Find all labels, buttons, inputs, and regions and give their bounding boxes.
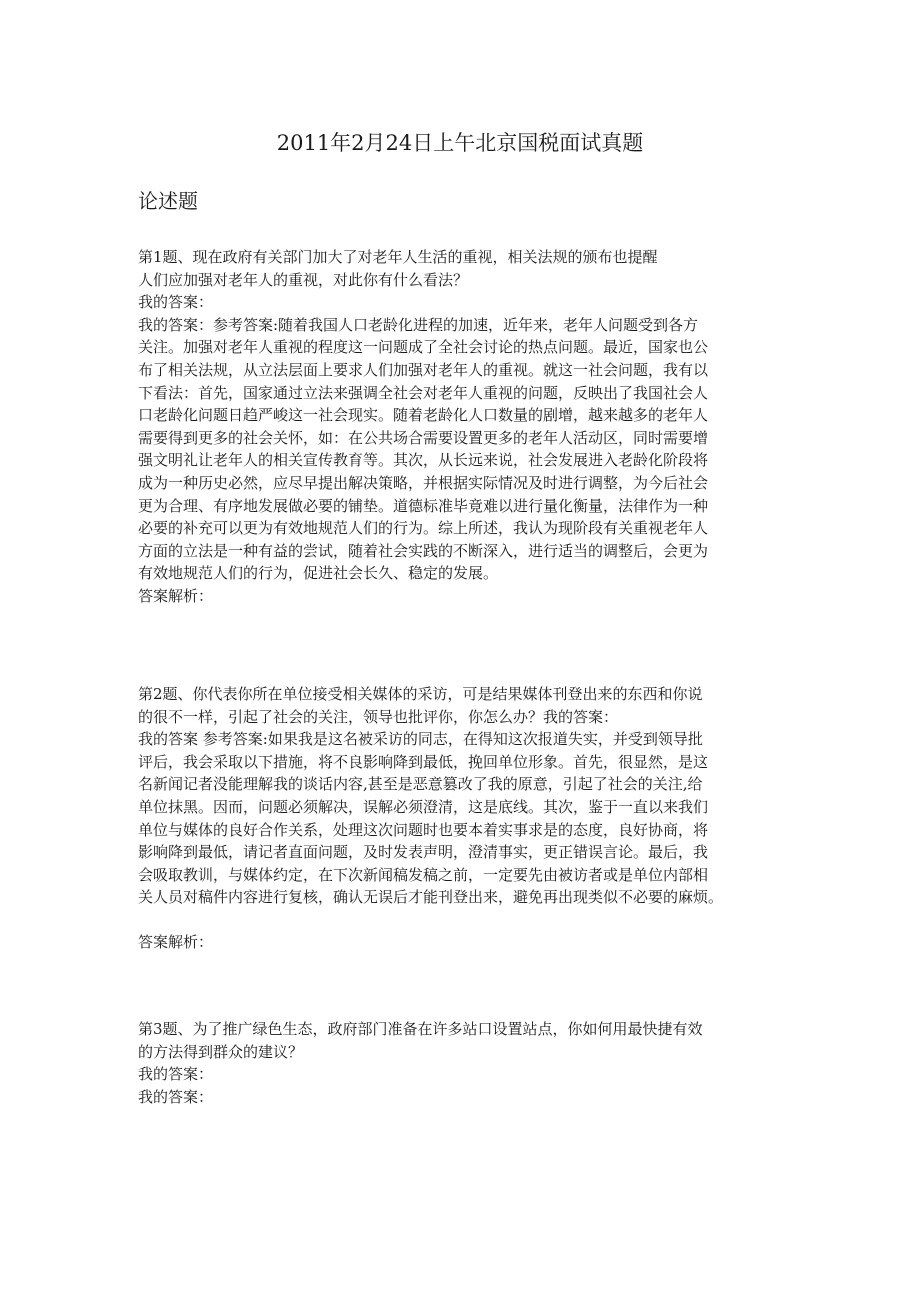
question-1-answer-line: 强文明礼让老年人的相关宣传教育等。其次，从长远来说，社会发展进入老龄化阶段将: [138, 451, 709, 470]
question-2-answer-line: 我的答案 参考答案:如果我是这名被采访的同志，在得知这次报道失实，并受到领导批: [138, 730, 703, 749]
question-3-text-line: 第3题、为了推广绿色生态，政府部门准备在许多站口设置站点，你如何用最快捷有效: [138, 1020, 703, 1038]
question-1-answer-line: 成为一种历史必然，应尽早提出解决策略，并根据实际情况及时进行调整，为今后社会: [138, 473, 709, 492]
question-1-answer-line: 有效地规范人们的行为，促进社会长久、稳定的发展。: [138, 564, 499, 583]
question-1: [138, 246, 708, 608]
question-2-answer-line: 影响降到最低，请记者直面问题，及时发表声明，澄清事实，更正错误言论。最后，我: [138, 843, 709, 862]
question-2-text-line: 的很不一样，引起了社会的关注，领导也批评你，你怎么办？我的答案：: [138, 707, 619, 726]
question-3-my-answer-label: 我的答案：: [138, 1065, 214, 1084]
question-3-answer-line: 我的答案：: [138, 1087, 214, 1106]
question-2-answer-line: 单位与媒体的良好合作关系，处理这次问题时也要本着实事求是的态度，良好协商，将: [138, 820, 709, 839]
question-2-answer-line: 评后，我会采取以下措施，将不良影响降到最低，挽回单位形象。首先，很显然，是这: [138, 752, 709, 771]
question-1-my-answer-label: 我的答案：: [138, 293, 214, 312]
question-2-answer-line: 关人员对稿件内容进行复核，确认无误后才能刊登出来，避免再出现类似不必要的麻烦。: [138, 888, 724, 907]
question-1-answer-line: 需要得到更多的社会关怀，如：在公共场合需要设置更多的老年人活动区，同时需要增: [138, 428, 709, 447]
section-heading: 论述题: [138, 189, 198, 213]
question-1-answer-line: 必要的补充可以更为有效地规范人们的行为。综上所述，我认为现阶段有关重视老年人: [138, 519, 709, 538]
question-1-answer-line: 方面的立法是一种有益的尝试，随着社会实践的不断深入，进行适当的调整后，会更为: [138, 541, 709, 560]
question-1-answer-line: 关注。加强对老年人重视的程度这一问题成了全社会讨论的热点问题。最近，国家也公: [138, 338, 709, 357]
question-1-answer-line: 我的答案：参考答案:随着我国人口老龄化进程的加速，近年来，老年人问题受到各方: [138, 315, 699, 334]
page-title: 2011年2月24日上午北京国税面试真题: [276, 131, 644, 155]
question-1-answer-line: 口老龄化问题日趋严峻这一社会现实。随着老龄化人口数量的剧增，越来越多的老年人: [138, 406, 709, 425]
question-1-answer-line: 下看法：首先，国家通过立法来强调全社会对老年人重视的问题，反映出了我国社会人: [138, 383, 709, 402]
question-2-analysis-label: 答案解析：: [138, 932, 214, 951]
question-2-answer-line: 名新闻记者没能理解我的谈话内容,甚至是恶意篡改了我的原意，引起了社会的关注,给: [138, 775, 703, 794]
question-2-text-line: 第2题、你代表你所在单位接受相关媒体的采访，可是结果媒体刊登出来的东西和你说: [138, 685, 703, 703]
question-1-answer-line: 更为合理、有序地发展做必要的铺垫。道德标准毕竟难以进行量化衡量，法律作为一种: [138, 496, 709, 515]
question-1-analysis-label: 答案解析：: [138, 586, 214, 605]
question-1-text-line: 第1题、现在政府有关部门加大了对老年人生活的重视，相关法规的颁布也提醒: [138, 248, 658, 266]
question-2-answer-line: 会吸取教训，与媒体约定，在下次新闻稿发稿之前，一定要先由被访者或是单位内部相: [138, 865, 709, 884]
question-3: [138, 1018, 703, 1108]
question-1-text-line: 人们应加强对老年人的重视，对此你有什么看法？: [138, 270, 469, 289]
question-2: [138, 683, 723, 954]
question-3-text-line: 的方法得到群众的建议？: [138, 1042, 304, 1061]
question-2-answer-line: 单位抹黑。因而，问题必须解决，误解必须澄清，这是底线。其次，鉴于一直以来我们: [138, 797, 709, 816]
question-1-answer-line: 布了相关法规，从立法层面上要求人们加强对老年人的重视。就这一社会问题，我有以: [138, 360, 709, 379]
spacer: [138, 909, 723, 931]
